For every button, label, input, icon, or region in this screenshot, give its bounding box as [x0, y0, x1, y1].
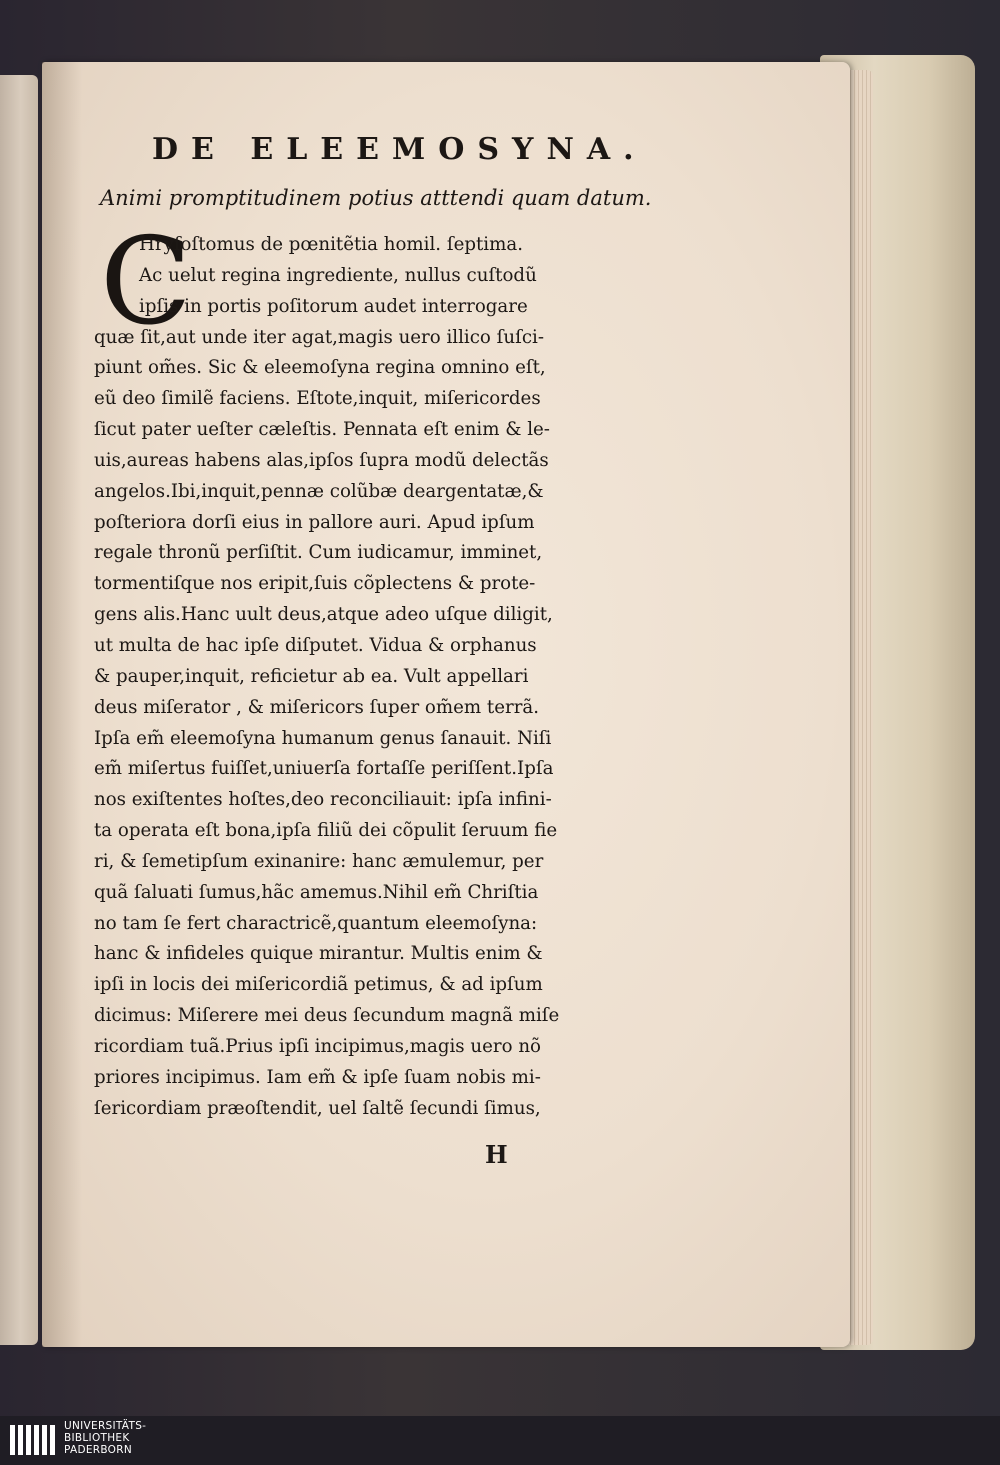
- text-line: ſericordiam præoſtendit, uel ſaltẽ ſecundi ſimus,: [94, 1097, 541, 1119]
- text-line: angelos.Ibi,inquit,pennæ colũbæ deargentatæ,&: [94, 480, 544, 502]
- library-logo-icon: [10, 1421, 56, 1459]
- gutter-shadow: [42, 62, 82, 1347]
- text-line: ut multa de hac ipſe diſputet. Vidua & orphanus: [94, 634, 537, 656]
- text-line: ri, & ſemetipſum exinanire: hanc æmulemur, per: [94, 850, 544, 872]
- footer-bar: [0, 1416, 1000, 1465]
- text-line: Ipſa em̃ eleemoſyna humanum genus ſanauit. Niſi: [94, 727, 552, 749]
- text-line: dicimus: Miſerere mei deus ſecundum magnã miſe: [94, 1005, 560, 1027]
- text-line: Hryſoſtomus de pœnitẽtia homil. ſeptima.: [139, 234, 523, 255]
- library-name-line-1: UNIVERSITÄTS-: [64, 1420, 147, 1432]
- text-line: eũ deo ſimilẽ faciens. Eſtote,inquit, miſericordes: [94, 388, 541, 410]
- text-line: ta operata eſt bona,ipſa filiũ dei cõpulit ſeruum fie: [94, 820, 558, 842]
- text-line: piunt om̃es. Sic & eleemoſyna regina omnino eſt,: [94, 357, 546, 379]
- text-line: quæ ſit,aut unde iter agat,magis uero illico ſuſci-: [94, 326, 544, 348]
- text-line: deus miſerator , & miſericors ſuper om̃em terrã.: [94, 696, 540, 718]
- section-subtitle: Animi promptitudinem potius atttendi quam datum.: [100, 186, 652, 210]
- text-line: regale thronũ perſiſtit. Cum iudicamur, imminet,: [94, 542, 543, 564]
- signature-mark: H: [485, 1140, 508, 1169]
- library-name-line-2: BIBLIOTHEK: [64, 1432, 130, 1444]
- library-name: [64, 1420, 146, 1456]
- body-text: [94, 213, 654, 1124]
- running-heading: DE ELEEMOSYNA.: [152, 132, 647, 167]
- text-line: ricordiam tuã.Prius ipſi incipimus,magis uero nõ: [94, 1035, 541, 1057]
- text-line: & pauper,inquit, reficietur ab ea. Vult appellari: [94, 665, 529, 687]
- text-line: no tam ſe fert charactricẽ,quantum eleemoſyna:: [94, 912, 538, 934]
- text-line: ipſis in portis poſitorum audet interrogare: [139, 295, 528, 317]
- text-line: uis,aureas habens alas,ipſos ſupra modũ delectãs: [94, 449, 549, 471]
- text-line: em̃ miſertus fuiſſet,uniuerſa fortaſſe periſſent.Ipſa: [94, 758, 554, 780]
- previous-page-edge: [0, 75, 38, 1345]
- text-line: tormentiſque nos eripit,ſuis cõplectens & prote-: [94, 573, 536, 595]
- text-line: hanc & infideles quique mirantur. Multis enim &: [94, 943, 543, 965]
- library-name-line-3: PADERBORN: [64, 1444, 132, 1456]
- book-page: [42, 62, 850, 1347]
- text-line: Ac uelut regina ingrediente, nullus cuſtodũ: [139, 264, 537, 286]
- text-line: gens alis.Hanc uult deus,atque adeo uſque diligit,: [94, 604, 553, 626]
- text-line: ſicut pater ueſter cæleſtis. Pennata eſt enim & le-: [94, 419, 550, 441]
- text-line: quã ſaluati ſumus,hãc amemus.Nihil em̃ Chriſtia: [94, 881, 539, 903]
- text-line: nos exiſtentes hoſtes,deo reconciliauit: ipſa infini-: [94, 789, 552, 811]
- text-line: ipſi in locis dei miſericordiã petimus, & ad ipſum: [94, 974, 543, 996]
- drop-cap-initial: C: [100, 213, 192, 352]
- text-line: poſteriora dorſi eius in pallore auri. Apud ipſum: [94, 511, 535, 533]
- text-line: priores incipimus. Iam em̃ & ipſe ſuam nobis mi-: [94, 1066, 541, 1088]
